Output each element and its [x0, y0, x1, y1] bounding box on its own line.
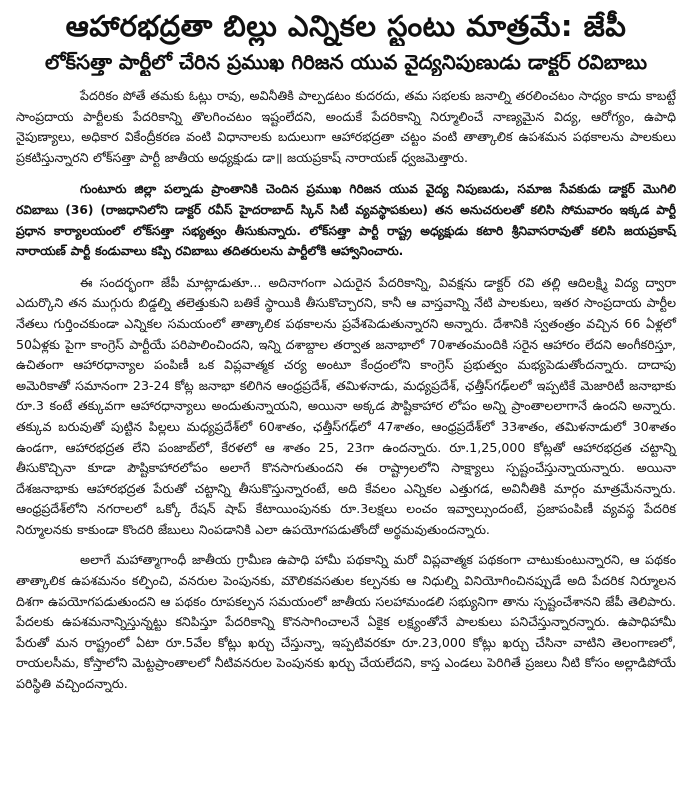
article-paragraph-4: అలాగే మహాత్మాగాంధీ జాతీయ గ్రామీణ ఉపాధి హామీ పథకాన్ని మరో విప్లవాత్మక పథకంగా చాటుకుంటున్నారని, ఆ పథకం తాత్కాలిక ఉపశమనం కల్పించి, వనరుల పెంపునకు, మౌలికవసతుల కల్పనకు ఆ నిధుల్ని వినియోగించినప్పుడే అది పేదరిక నిర్మూలన దిశగా ఉపయోగపడుతుందని ఆ పథకం రూపకల్పన సమయంలో జాతీయ సలహామండలి సభ్యునిగా తాను స్పష్టంచేశానని జేపీ తెలిపారు. పేదలకు ఉపశమనాన్నిస్తున్నట్టు కనిపిస్తూ పేదరికాన్ని కొనసాగించాలనే ఏకైక లక్ష్యంతోనే పాలకులు పనిచేస్తున్నారన్నారు. ఉపాధిహామీ పేరుతో మన రాష్ట్రంలో ఏటా రూ.5వేల కోట్లు ఖర్చు చేస్తున్నా, ఇప్పటివరకూ రూ.23,000 కోట్లు ఖర్చు చేసినా వాటిని తెలంగాణలో, రాయలసీమ, కోస్తాలోని మెట్టప్రాంతాలలో నీటివనరుల పెంపునకు ఖర్చు చేయలేదని, కాస్త ఎండలు పెరిగితే ప్రజలు నీటి కోసం అల్లాడిపోయే పరిస్థితి వచ్చిందన్నారు.	[16, 552, 676, 692]
article-paragraph-3: ఈ సందర్భంగా జేపీ మాట్లాడుతూ... అదినాగంగా ఎదురైన పేదరికాన్ని, వివక్షను డాక్టర్ రవి తల్లి ఆదిలక్ష్మి విద్య ద్వారా ఎదుర్కొని తన ముగ్గురు బిడ్డల్ని తలెత్తుకుని బతికే స్థాయికి తీసుకొచ్చారని, కానీ ఆ వాస్తవాన్ని నేటి పాలకులు, ఇతర సాంప్రదాయ పార్టీల నేతలు గుర్తించకుండా ఎన్నికల సమయంలో తాత్కాలిక పథకాలను ప్రవేశపెడుతున్నారని అన్నారు. దేశానికి స్వతంత్రం వచ్చిన 66 ఏళ్లలో 50ఏళ్లకు పైగా కాంగ్రెస్ పార్టీయే పరిపాలించిందని, ఇన్ని దశాబ్దాల తర్వాత జనాభాలో 70శాతంమందికి సరైన ఆహారం లేదని అంగీకరిస్తూ, ఉచితంగా ఆహారధాన్యాల పంపిణీ ఒక విప్లవాత్మక చర్య అంటూ కేంద్రంలోని కాంగ్రెస్ ప్రభుత్వం మభ్యపెడుతోందన్నారు. దాదాపు అమెరికాతో సమానంగా 23-24 కోట్ల జనాభా కలిగిన ఆంధ్రప్రదేశ్, తమిళనాడు, మధ్యప్రదేశ్, ఛత్తీస్‌గఢ్‌లలో ఇప్పటికే మెజారిటీ జనాభాకు రూ.3 కంటే తక్కువగా ఆహారధాన్యాలు అందుతున్నాయని, అయినా అక్కడ పౌష్టికాహార లోపం అన్ని ప్రాంతాలలాగానే ఉందని అన్నారు. తక్కువ బరువుతో పుట్టిన పిల్లలు మధ్యప్రదేశ్‌లో 60శాతం, ఛత్తీస్‌గఢ్‌లో 47శాతం, ఆంధ్రప్రదేశ్‌లో 33శాతం, తమిళనాడులో 30శాతం ఉండగా, ఆహారభద్రత లేని పంజాబ్‌లో, కేరళలో ఆ శాతం 25, 23గా ఉందన్నారు. రూ.1,25,000 కోట్లతో ఆహారభద్రత చట్టాన్ని తీసుకొచ్చినా కూడా పౌష్టికాహారలోపం అలాగే కొనసాగుతుందని ఈ రాష్ట్రాలలోని సాక్ష్యాలు స్పష్టంచేస్తున్నాయన్నారు. అయినా దేశజనాభాకు ఆహారభద్రత పేరుతో చట్టాన్ని తీసుకొస్తున్నారంటే, అది కేవలం ఎన్నికల ఎత్తుగడ, అవినీతికి మార్గం మాత్రమేనన్నారు. ఆంధ్రప్రదేశ్‌లోని నగరాలలో ఒక్కో రేషన్ షాప్ కేటాయింపునకు రూ.3లక్షలు లంచం ఇవ్వాల్సుందంటే, ప్రజాపంపిణీ వ్యవస్థ పేదరిక నిర్మూలనకు కాకుండా కొందరి జేబులు నింపడానికి ఎలా ఉపయోగపడుతోందో అర్థమవుతుందన్నారు.	[16, 274, 676, 537]
article-headline: ఆహారభద్రతా బిల్లు ఎన్నికల స్టంటు మాత్రమే: జేపీ	[65, 9, 627, 43]
article-paragraph-2: గుంటూరు జిల్లా పల్నాడు ప్రాంతానికి చెందిన ప్రముఖ గిరిజన యువ వైద్య నిపుణుడు, సమాజ సేవకుడు డాక్టర్ మొగిలి రవిబాబు (36) (రాజధానిలోని డాక్టర్ రవీస్ హైదరాబాద్ స్కిన్ సిటీ వ్యవస్థాపకులు) తన అనుచరులతో కలిసి సోమవారం ఇక్కడ పార్టీ ప్రధాన కార్యాలయంలో లోక్‌సత్తా సభ్యత్వం తీసుకున్నారు. లోక్‌సత్తా పార్టీ రాష్ట్ర అధ్యక్షుడు కటారి శ్రీనివాసరావుతో కలిసి జయప్రకాష్ నారాయణ్ పార్టీ కండువాలు కప్పి రవిబాబు తదితరులను పార్టీలోకి ఆహ్వానించారు.	[16, 182, 676, 259]
article-subheadline: లోక్‌సత్తా పార్టీలో చేరిన ప్రముఖ గిరిజన యువ వైద్యనిపుణుడు డాక్టర్ రవిబాబు	[44, 50, 648, 74]
article-paragraph-1: పేదరికం పోతే తమకు ఓట్లు రావు, అవినీతికి పాల్పడటం కుదరదు, తమ సభలకు జనాల్ని తరలించటం సాధ్యం కాదు కాబట్టే సాంప్రదాయ పార్టీలకు పేదరికాన్ని తొలగించటం ఇష్టంలేదని, అందుకే పేదరికాన్ని నిర్మూలించే నాణ్యమైన విద్య, ఆరోగ్యం, ఉపాధి నైపుణ్యాలు, అధికార వికేంద్రీకరణ వంటి విధానాలకు బదులుగా ఆహారభద్రతా చట్టం వంటి తాత్కాలిక ఉపశమన పథకాలను పాలకులు ప్రకటిస్తున్నారని లోక్‌సత్తా పార్టీ జాతీయ అధ్యక్షుడు డా॥ జయప్రకాష్ నారాయణ్ ధ్వజమెత్తారు.	[16, 88, 676, 165]
